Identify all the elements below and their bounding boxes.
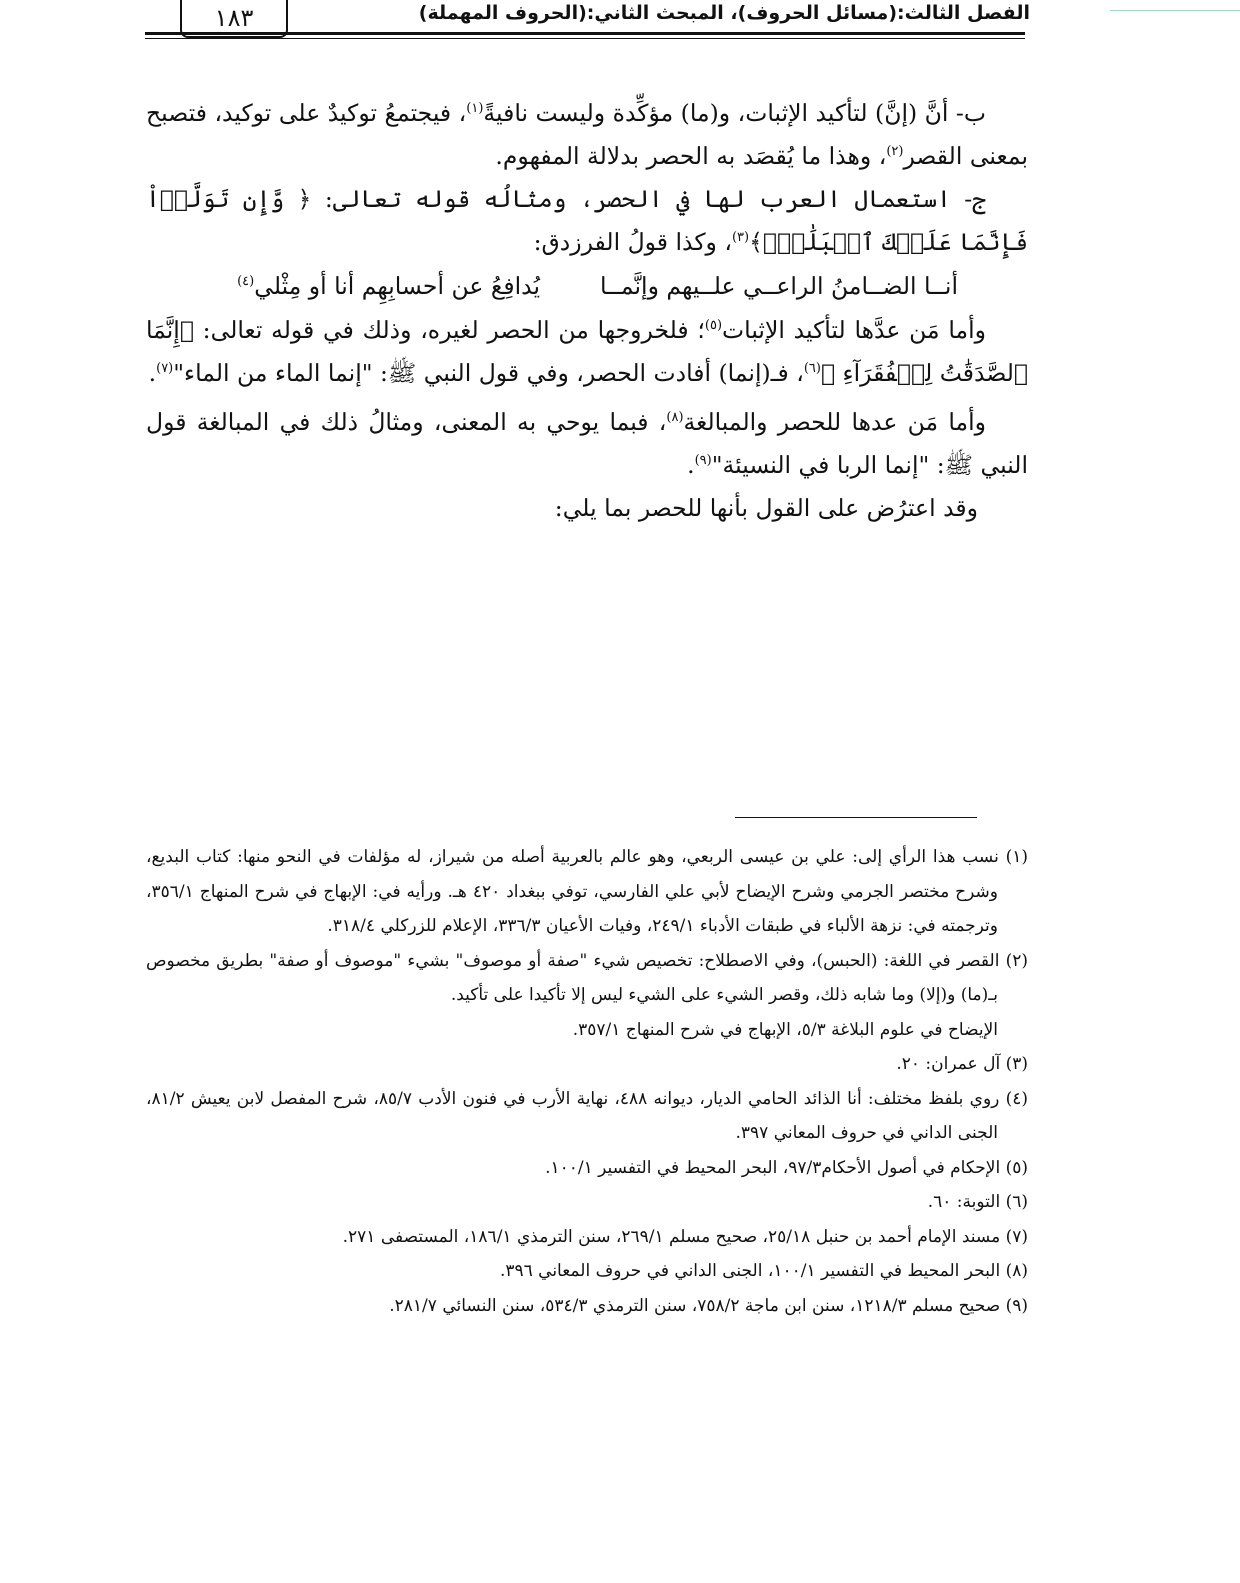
corner-mark	[1110, 0, 1240, 11]
header-rule	[145, 32, 1025, 35]
footnote-ref[interactable]: (٣)	[731, 230, 750, 246]
footnote-separator	[735, 817, 977, 818]
paragraph: ج- استعمال العرب لها في الحصر، ومثالُه قوله تعالى: ﴿ وَّإِن تَوَلَّوۡاْ فَإِنَّمَا عَلَيۡكَ ٱلۡبَلَٰغُۗ﴾$^{(٣)}$، وكذا قولُ الفرزدق:	[146, 185, 1028, 256]
footnote-ref[interactable]: (١)	[466, 101, 484, 117]
header-rule-thin	[145, 38, 1025, 39]
footnote-ref[interactable]: (٥)	[704, 318, 723, 334]
poem-verse	[146, 264, 1028, 309]
paragraph: وقد اعترُض على القول بأنها للحصر بما يلي:	[554, 494, 978, 522]
footnote: (٢) القصر في اللغة: (الحبس)، وفي الاصطلاح: تخصيص شيء "صفة أو موصوف" بشيء "موصوف أو صفة" بطريق مخصوص بـ(ما) و(إلا) وما شابه ذلك، وقصر الشيء على الشيء ليس إلا تأكيدا على تأكيد.	[146, 950, 1028, 1005]
footnote: (٨) البحر المحيط في التفسير ١٠٠/١، الجنى الداني في حروف المعاني ٣٩٦.	[499, 1261, 1028, 1281]
footnote: (٧) مسند الإمام أحمد بن حنبل ٢٥/١٨، صحيح مسلم ٢٦٩/١، سنن الترمذي ١٨٦/١، المستصفى ٢٧١.	[342, 1226, 1028, 1247]
page-number: ١٨٣	[180, 0, 288, 38]
paragraph: ب- أنَّ (إنَّ) لتأكيد الإثبات، و(ما) مؤكِّدة وليست نافيةً$^{(١)}$، فيجتمعُ توكيدٌ على توكيد، فتصبح بمعنى القصر$^{(٢)}$، وهذا ما يُقصَد به الحصر بدلالة المفهوم.	[146, 99, 1028, 170]
footnote: (١) نسب هذا الرأي إلى: علي بن عيسى الربعي، وهو عالم بالعربية أصله من شيراز، له مؤلفات في النحو منها: كتاب البديع، وشرح مختصر الجرمي وشرح الإيضاح لأبي علي الفارسي، توفي ببغداد ٤٢٠ هـ. ورأيه في: الإبهاج في شرح المنهاج ٣٥٦/١، وترجمته في: نزهة الألباء في طبقات الأدباء ٢٤٩/١، وفيات الأعيان ٣٣٦/٣، الإعلام للزركلي ٣١٨/٤.	[146, 847, 1028, 936]
footnote: (٤) روي بلفظ مختلف: أنا الذائد الحامي الديار، ديوانه ٤٨٨، نهاية الأرب في فنون الأدب ٨٥/٧، شرح المفصل لابن يعيش ٨١/٢، الجنى الداني في حروف المعاني ٣٩٧.	[146, 1088, 1028, 1143]
footnote-ref[interactable]: (٧)	[156, 361, 174, 377]
paragraph: وأما مَن عدها للحصر والمبالغة$^{(٨)}$، فبما يوحي به المعنى، ومثالُ ذلك في المبالغة قول النبي ﷺ: "إنما الربا في النسيئة"$^{(٩)}$.	[146, 408, 1028, 479]
footnote-ref[interactable]: (٨)	[666, 410, 684, 426]
verse-first-half: أنــا الضــامنُ الراعــي علــيهم وإنَّمــا	[600, 272, 958, 300]
footnote-ref[interactable]: (٦)	[803, 361, 821, 377]
main-text	[146, 92, 1028, 530]
footnote-continuation: الإيضاح في علوم البلاغة ٥/٣، الإبهاج في شرح المنهاج ٣٥٧/١.	[572, 1019, 998, 1040]
footnote: (٥) الإحكام في أصول الأحكام٩٧/٣، البحر المحيط في التفسير ١٠٠/١.	[545, 1157, 1028, 1178]
footnote-ref[interactable]: (٤)	[237, 274, 255, 290]
footnote: (٣) آل عمران: ٢٠.	[896, 1054, 1028, 1074]
footnote: (٩) صحيح مسلم ١٢١٨/٣، سنن ابن ماجة ٧٥٨/٢، سنن الترمذي ٥٣٤/٣، سنن النسائي ٢٨١/٧.	[389, 1295, 1028, 1316]
running-header: الفصل الثالث:(مسائل الحروف)، المبحث الثاني:(الحروف المهملة)	[418, 2, 1030, 24]
footnote: (٦) التوبة: ٦٠.	[927, 1192, 1028, 1212]
paragraph: وأما مَن عدَّها لتأكيد الإثبات$^{(٥)}$؛ فلخروجها من الحصر لغيره، وذلك في قوله تعالى: ﴿إِنَّمَا ٱلصَّدَقَٰتُ لِلۡفُقَرَآءِ ﴾$^{(٦)}$، فـ(إنما) أفادت الحصر، وفي قول النبي ﷺ: "إنما الماء من الماء"$^{(٧)}$.	[146, 316, 1028, 387]
verse-second-half: يُدافِعُ عن أحسابِهِم أنا أو مِثْلي$^{(٤)}$	[237, 272, 540, 300]
footnote-ref[interactable]: (٩)	[694, 453, 712, 469]
footnote-ref[interactable]: (٢)	[886, 144, 904, 160]
footnotes	[146, 840, 1028, 1323]
